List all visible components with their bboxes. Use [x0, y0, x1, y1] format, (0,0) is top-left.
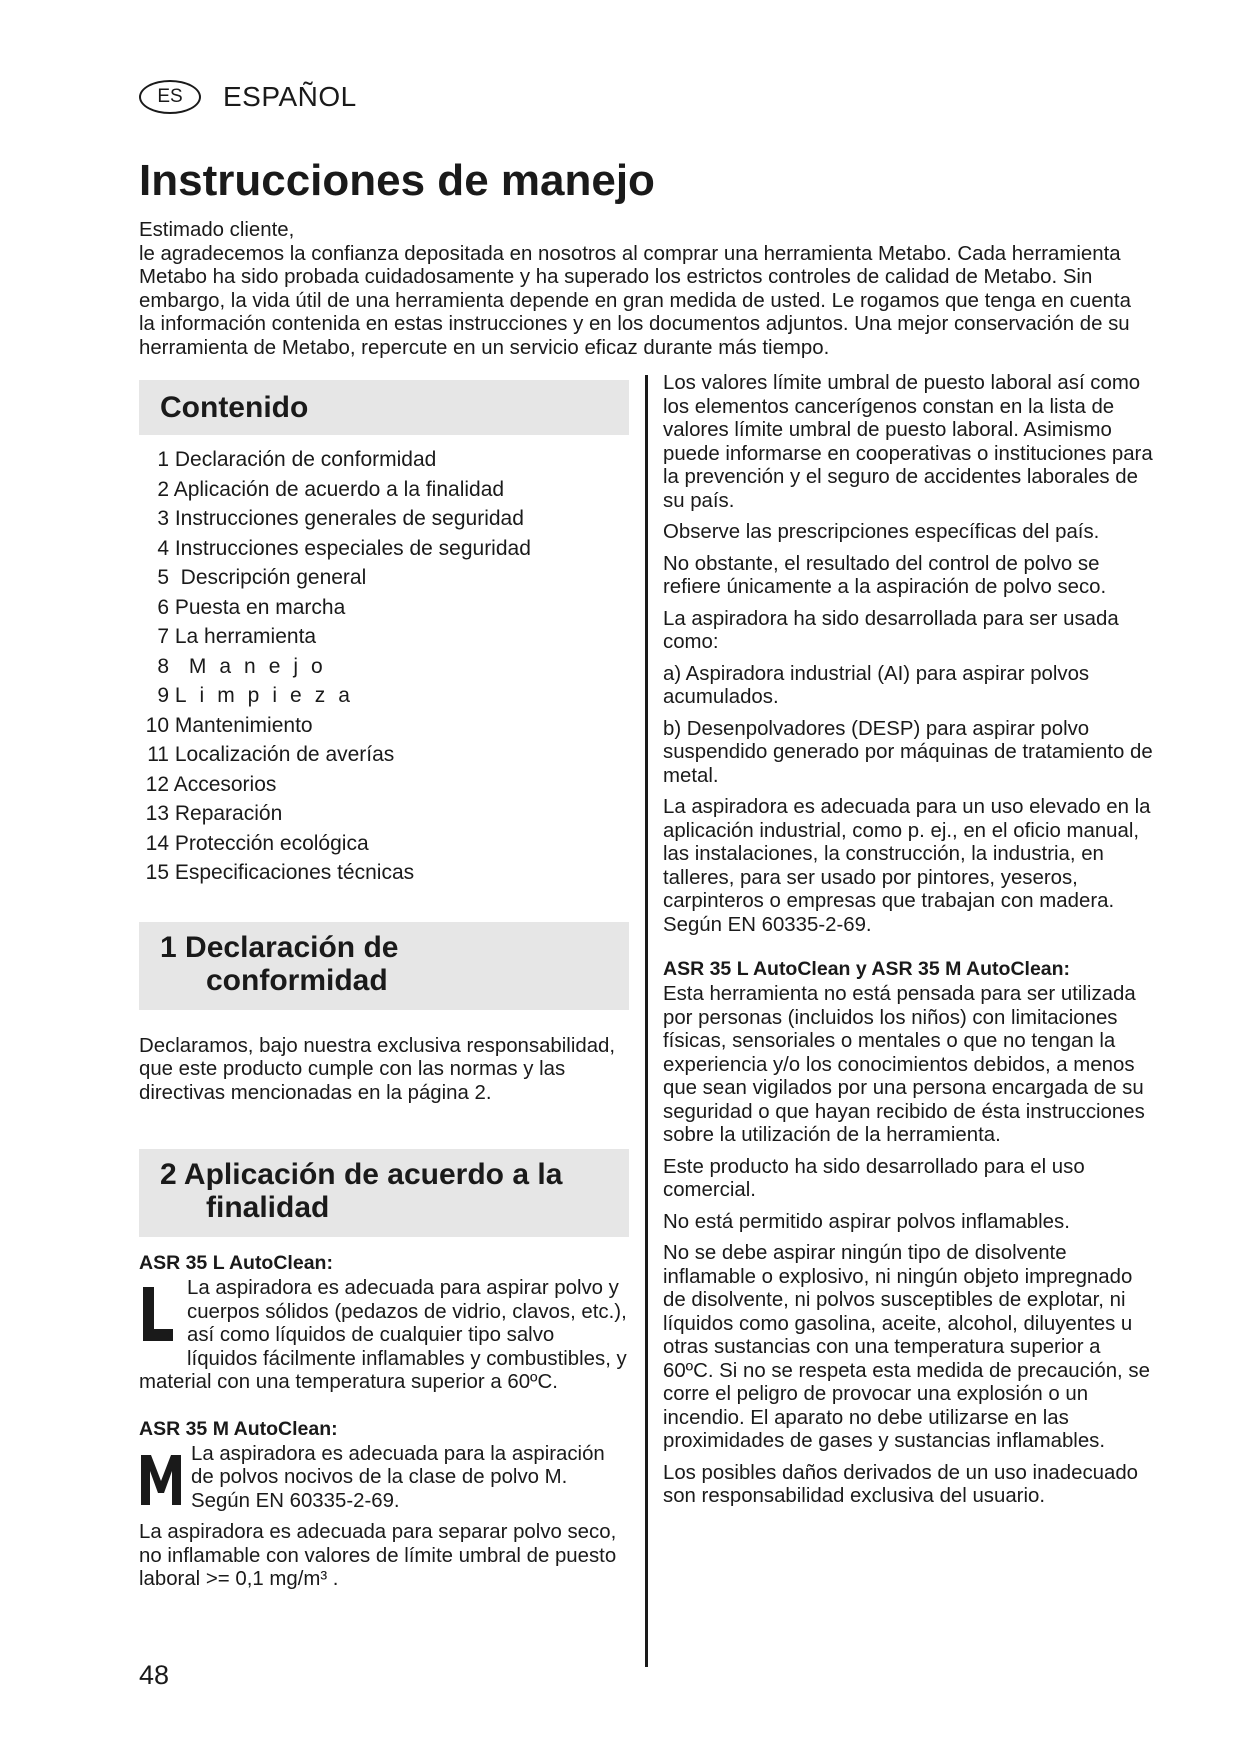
toc-item[interactable]: 4 Instrucciones especiales de seguridad: [157, 536, 531, 560]
separate-body: La aspiradora es adecuada para separar polvo seco, no inflamable con valores de límite umbral de puesto laboral >= 0,1 mg/m³ .: [139, 1521, 617, 1590]
toc-item[interactable]: 11 Localización de averías: [147, 743, 395, 766]
toc-item[interactable]: 3 Instrucciones generales de seguridad: [157, 507, 524, 530]
toc-item[interactable]: 2 Aplicación de acuerdo a la finalidad: [157, 477, 505, 501]
table-of-contents: [139, 445, 629, 888]
right-paragraph: Observe las prescripciones específicas del país.: [663, 521, 1100, 543]
page-title: Instrucciones de manejo: [139, 156, 655, 205]
toc-item[interactable]: 12 Accesorios: [145, 772, 277, 796]
right-paragraph: No se debe aspirar ningún tipo de disolvente inflamable o explosivo, ni ningún objeto impregnado de disolvente, ni polvos susceptibles de explotar, ni líquidos como gasolina, aceite, alcohol, diluyentes u otras sustancias con una temperatura superior a 60ºC. Si no se respeta esta medida de precaución, se corre el peligro de provocar una explosión o un incendio. El aparato no debe utilizarse en las proximidades de gases y sustancias inflamables.: [663, 1242, 1150, 1452]
page-number: 48: [139, 1660, 170, 1690]
right-paragraph: Los posibles daños derivados de un uso inadecuado son responsabilidad exclusiva del usuario.: [663, 1461, 1138, 1507]
section-1-heading: 1 Declaración de conformidad: [160, 930, 399, 997]
toc-item[interactable]: 6 Puesta en marcha: [157, 595, 346, 619]
section-1-body: Declaramos, bajo nuestra exclusiva responsabilidad, que este producto cumple con las normas y las directivas mencionadas en la página 2.: [139, 1034, 616, 1104]
toc-item[interactable]: 9 Limpieza: [157, 684, 363, 707]
toc-item[interactable]: 8 Manejo: [157, 654, 336, 678]
right-heading: ASR 35 L AutoClean y ASR 35 M AutoClean:: [663, 958, 1071, 980]
toc-item[interactable]: 10 Mantenimiento: [145, 713, 313, 737]
section-1-heading-box: [139, 922, 629, 1010]
intro-body: le agradecemos la confianza depositada en nosotros al comprar una herramienta Metabo. Cada herramienta Metabo ha sido probada cuidadosamente y ha superado los estrictos controles de calidad de Metabo. Sin embargo, la vida útil de una herramienta depende en gran medida de usted. Le rogamos que tenga en cuenta la información contenida en estas instrucciones y en los documentos adjuntos. Una mejor conservación de su herramienta de Metabo, repercute en un servicio eficaz durante más tiempo.: [139, 242, 1131, 359]
right-column: [663, 372, 1153, 1517]
asr35m-block: [139, 1443, 629, 1514]
language-code: ES: [157, 86, 183, 107]
section-2-heading-box: [139, 1149, 629, 1237]
language-name: ESPAÑOL: [223, 81, 357, 112]
asr35l-block: [139, 1277, 629, 1395]
intro-greeting: Estimado cliente,: [139, 219, 295, 241]
column-divider: [645, 375, 648, 1667]
toc-item[interactable]: 1 Declaración de conformidad: [157, 448, 437, 471]
right-paragraph: No está permitido aspirar polvos inflamables.: [663, 1210, 1070, 1233]
intro: [139, 219, 1149, 360]
language-badge: [139, 80, 201, 114]
toc-heading-box: [139, 380, 629, 435]
class-l-icon: [139, 1281, 179, 1349]
left-column: [139, 380, 629, 1592]
right-paragraph: No obstante, el resultado del control de polvo se refiere únicamente a la aspiración de polvo seco.: [663, 552, 1107, 598]
toc-item[interactable]: 7 La herramienta: [157, 625, 317, 648]
right-paragraph: La aspiradora ha sido desarrollada para ser usada como:: [663, 607, 1119, 653]
asr35l-body: La aspiradora es adecuada para aspirar polvo y cuerpos sólidos (pedazos de vidrio, clavos, etc.), así como líquidos de cualquier tipo salvo líquidos fácilmente inflamables y combustibles, y material con una temperatura superior a 60ºC.: [139, 1277, 627, 1393]
toc-item[interactable]: 15 Especificaciones técnicas: [145, 861, 415, 884]
toc-item[interactable]: 5 Descripción general: [157, 566, 367, 589]
toc-item[interactable]: 13 Reparación: [145, 802, 283, 825]
language-header: [139, 80, 357, 114]
right-paragraph: Esta herramienta no está pensada para ser utilizada por personas (incluidos los niños) con limitaciones físicas, sensoriales o mentales o que no tengan la experiencia y/o los conocimientos debidos, a menos que sean vigilados por una persona encargada de su seguridad o que hayan recibido de ésta instrucciones sobre la utilización de la herramienta.: [663, 983, 1145, 1146]
toc-heading: Contenido: [160, 391, 309, 424]
asr35l-heading: ASR 35 L AutoClean:: [139, 1252, 333, 1274]
right-paragraph: La aspiradora es adecuada para un uso elevado en la aplicación industrial, como p. ej., en el oficio manual, las instalaciones, la construcción, la industria, en talleres, para ser usado por pintores, yeseros, carpinteros o empresas que trabajan con madera. Según EN 60335-2-69.: [663, 796, 1151, 936]
right-paragraph: Este producto ha sido desarrollado para el uso comercial.: [663, 1155, 1085, 1201]
right-paragraph: b) Desenpolvadores (DESP) para aspirar polvo suspendido generado por máquinas de tratamiento de metal.: [663, 717, 1153, 787]
asr35m-body: La aspiradora es adecuada para la aspiración de polvos nocivos de la clase de polvo M. Según EN 60335-2-69.: [191, 1442, 605, 1512]
class-m-icon: [139, 1447, 183, 1507]
asr35m-heading: ASR 35 M AutoClean:: [139, 1417, 338, 1440]
section-2-heading: 2 Aplicación de acuerdo a la finalidad: [160, 1158, 563, 1224]
right-paragraph: Los valores límite umbral de puesto laboral así como los elementos cancerígenos constan en la lista de valores límite umbral de puesto laboral. Asimismo puede informarse en cooperativas o instituciones para la prevención y el seguro de accidentes laborales de su país.: [663, 372, 1153, 512]
toc-item[interactable]: 14 Protección ecológica: [145, 831, 369, 855]
right-paragraph: a) Aspiradora industrial (AI) para aspirar polvos acumulados.: [663, 662, 1090, 708]
